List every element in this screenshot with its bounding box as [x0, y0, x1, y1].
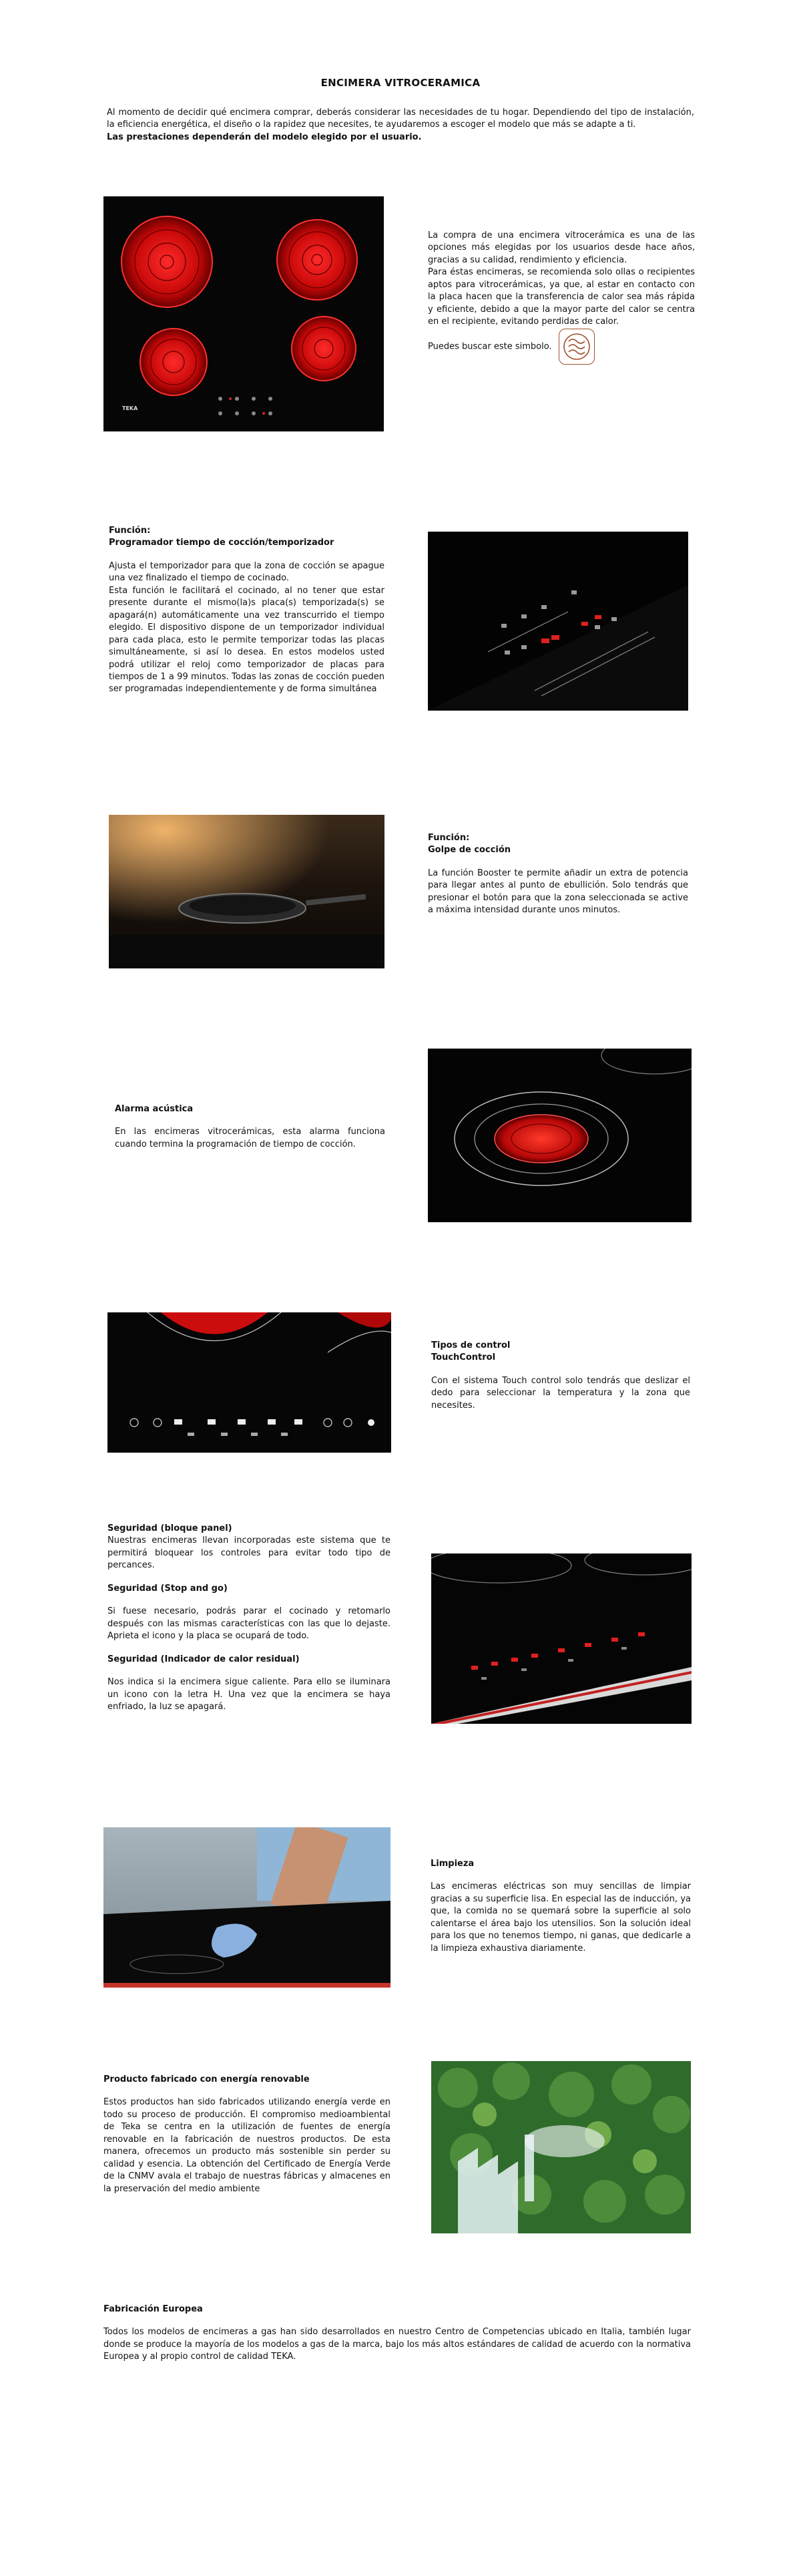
touch-control-section-text	[431, 1340, 690, 1412]
cleaning-heading: Limpieza	[431, 1859, 475, 1869]
boost-label: Función:	[428, 833, 470, 843]
intro-section-paragraph-2: Para éstas encimeras, se recomienda solo ollas o recipientes aptos para vitrocerámicas, ya que, al estar en contacto con la placa hacen que la transferencia de calor sea más rápida y eficiente, debido a que la mayor parte del calor se centra en el recipiente, evitando perdidas de calor.	[428, 267, 695, 327]
control-heading-1: Tipos de control	[431, 1340, 511, 1350]
europe-paragraph: Todos los modelos de encimeras a gas han sido desarrollados en nuestro Centro de Competencias ubicado en Italia, también lugar donde se produce la mayoría de los modelos a gas de la marca, bajo los más altos estándares de calidad de acuerdo con la normativa Europea y al propio control de calidad TEKA.	[103, 2327, 691, 2362]
energy-heading: Producto fabricado con energía renovable	[103, 2074, 310, 2084]
forest-factory-image	[431, 2061, 691, 2233]
timer-section-text	[109, 525, 384, 696]
timer-paragraph-2: Esta función le facilitará el cocinado, al no tener que estar presente durante el mismo(la)s placa(s) temporizada(s) se apagará(n) automáticamente una vez transcurrido el tiempo elegido. El dispositivo dispone de un temporizador individual para cada placa, esto le permite temporizar todas las placas simultáneamente, si así lo desea. En estos modelos usted podrá utilizar el reloj como temporizador de placas para tiempos de 1 a 99 minutos. Todas las zonas de cocción pueden ser programadas independientemente y de forma simultánea	[109, 585, 384, 695]
safety-section-text	[107, 1523, 390, 1713]
safety-heading-2: Seguridad (Stop and go)	[107, 1583, 228, 1594]
hob-top-image	[103, 196, 384, 431]
boost-section-text	[428, 832, 688, 917]
safety-paragraph-2: Si fuese necesario, podrás parar el cocinado y retomarlo después con las mismas características con las que lo dejaste. Aprieta el icono y la placa se ocupará de todo.	[107, 1606, 390, 1642]
intro-block	[107, 107, 694, 144]
safety-panel-image	[431, 1553, 692, 1724]
europe-section-text	[103, 2304, 691, 2364]
burner-closeup-image	[428, 1049, 692, 1222]
alarm-paragraph: En las encimeras vitrocerámicas, esta alarma funciona cuando termina la programación de tiempo de cocción.	[115, 1127, 385, 1149]
safety-heading-1: Seguridad (bloque panel)	[107, 1523, 232, 1533]
symbol-text: Puedes buscar este simbolo.	[428, 341, 552, 352]
vitroceramic-symbol-icon	[559, 329, 595, 365]
intro-text: Al momento de decidir qué encimera comprar, deberás considerar las necesidades de tu hogar. Dependiendo del tipo de instalación, la eficiencia energética, el diseño o la rapidez que necesites, te ayudaremos a escoger el modelo que más se adapte a ti.	[107, 108, 694, 130]
touch-control-image	[107, 1312, 391, 1453]
safety-paragraph-1: Nuestras encimeras llevan incorporadas este sistema que te permitirá bloquear los controles para evitar todo tipo de percances.	[107, 1535, 390, 1571]
energy-section-text	[103, 2074, 390, 2195]
page-title: ENCIMERA VITROCERAMICA	[320, 77, 481, 89]
intro-bold-text: Las prestaciones dependerán del modelo elegido por el usuario.	[107, 132, 422, 142]
control-heading-2: TouchControl	[431, 1352, 496, 1363]
cleaning-section-text	[431, 1858, 691, 1955]
alarm-heading: Alarma acústica	[115, 1104, 194, 1114]
hob-brand-logo: TEKA	[122, 405, 138, 411]
energy-paragraph: Estos productos han sido fabricados utilizando energía verde en todo su proceso de producción. El compromiso medioambiental de Teka se centra en la utilización de fuentes de energía renovable en la fabricación de nuestros productos. De esta manera, ofrecemos un producto más sostenible sin perder su calidad y esencia. La obtención del Certificado de Energía Verde de la CNMV avala el trabajo de nuestras fábricas y almacenes en la preservación del medio ambiente	[103, 2097, 390, 2194]
control-panel-image	[428, 532, 688, 711]
intro-section-text	[428, 230, 695, 365]
alarm-section-text	[115, 1103, 385, 1151]
cooking-pan-image	[109, 815, 384, 968]
intro-section-paragraph-1: La compra de una encimera vitrocerámica es una de las opciones más elegidas por los usuarios desde hace años, gracias a su calidad, rendimiento y eficiencia.	[428, 230, 695, 265]
safety-paragraph-3: Nos indica si la encimera sigue caliente. Para ello se iluminara un icono con la letra H. Una vez que la encimera se haya enfriado, la luz se apagará.	[107, 1677, 390, 1712]
control-paragraph: Con el sistema Touch control solo tendrás que deslizar el dedo para seleccionar la temperatura y la zona que necesites.	[431, 1375, 690, 1411]
timer-paragraph-1: Ajusta el temporizador para que la zona de cocción se apague una vez finalizado el tiempo de cocinado.	[109, 560, 384, 584]
cleaning-image	[103, 1827, 390, 1988]
europe-heading: Fabricación Europea	[103, 2304, 203, 2314]
timer-heading: Programador tiempo de cocción/temporizador	[109, 538, 334, 548]
safety-heading-3: Seguridad (Indicador de calor residual)	[107, 1654, 300, 1664]
cleaning-paragraph: Las encimeras eléctricas son muy sencillas de limpiar gracias a su superficie lisa. En especial las de inducción, ya que, la comida no se quemará sobre la superficie al solo calentarse el área bajo los utensilios. Son la solución ideal para los que no tenemos tiempo, ni ganas, que dedicarle a la limpieza exhaustiva diariamente.	[431, 1881, 691, 1954]
boost-paragraph: La función Booster te permite añadir un extra de potencia para llegar antes al punto de ebullición. Solo tendrás que presionar el botón para que la zona seleccionada se active a máxima intensidad durante unos minutos.	[428, 868, 688, 916]
boost-heading: Golpe de cocción	[428, 845, 511, 856]
timer-label: Función:	[109, 526, 151, 536]
